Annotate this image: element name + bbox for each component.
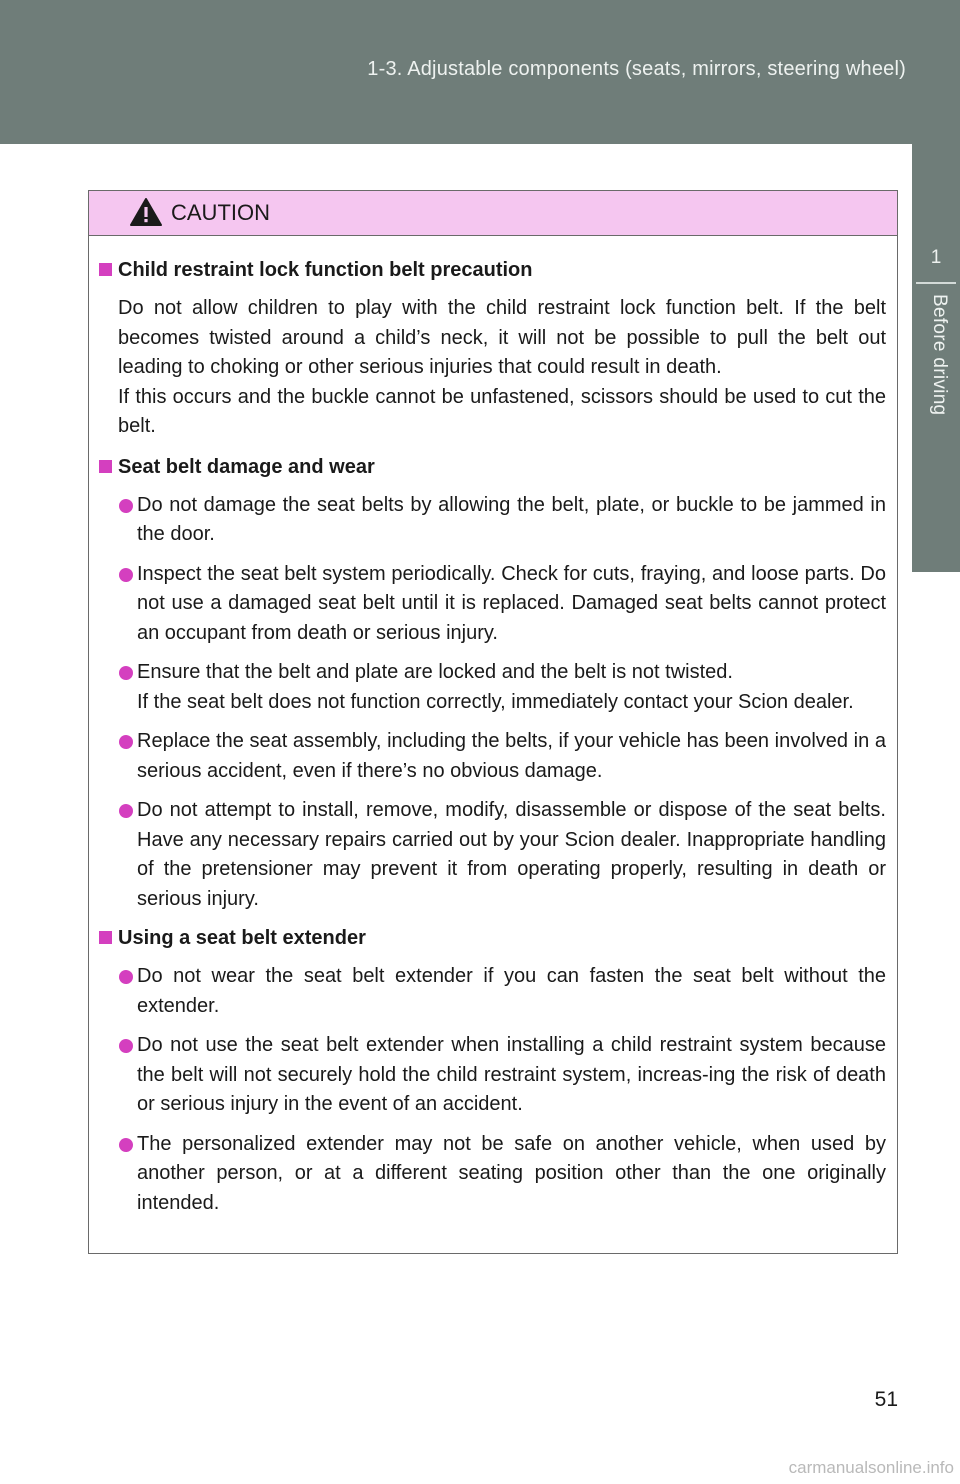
page-number: 51 — [874, 1388, 898, 1411]
round-bullet-icon — [119, 499, 133, 513]
round-bullet-icon — [119, 1039, 133, 1053]
round-bullet-icon — [119, 568, 133, 582]
section-title: Seat belt damage and wear — [99, 453, 886, 482]
chapter-label: Before driving — [929, 294, 950, 416]
chapter-tab-divider — [916, 282, 956, 284]
round-bullet-icon — [119, 666, 133, 680]
list-item: The personalized extender may not be safe on another vehicle, when used by another person, or at a different seating position other than the one originally intended. — [99, 1130, 886, 1219]
caution-label: CAUTION — [171, 200, 270, 225]
round-bullet-icon — [119, 1138, 133, 1152]
section-breadcrumb: 1-3. Adjustable components (seats, mirrors, steering wheel) — [367, 58, 906, 80]
caution-header — [89, 191, 897, 236]
list-item: Inspect the seat belt system periodically. Check for cuts, fraying, and loose parts. Do not use a damaged seat belt until it is replaced. Damaged seat belts cannot protect an occupant from death or serious injury. — [99, 560, 886, 649]
caution-box — [88, 190, 898, 1254]
paragraph: Do not allow children to play with the child restraint lock function belt. If the belt becomes twisted around a child’s neck, it will not be possible to pull the belt out leading to choking or other serious injuries that could result in death. — [118, 297, 886, 378]
round-bullet-icon — [119, 970, 133, 984]
section-title: Using a seat belt extender — [99, 924, 886, 953]
list-item: Do not damage the seat belts by allowing the belt, plate, or buckle to be jammed in the door. — [99, 491, 886, 550]
warning-triangle-icon — [129, 197, 163, 227]
chapter-number: 1 — [930, 247, 942, 268]
watermark: carmanualsonline.info — [788, 1458, 954, 1477]
caution-body — [89, 236, 897, 1218]
paragraph: If this occurs and the buckle cannot be unfastened, scissors should be used to cut the belt. — [118, 385, 886, 437]
square-bullet-icon — [99, 263, 112, 276]
square-bullet-icon — [99, 931, 112, 944]
section-title: Child restraint lock function belt precaution — [99, 256, 886, 285]
round-bullet-icon — [119, 735, 133, 749]
list-item: Do not attempt to install, remove, modify, disassemble or dispose of the seat belts. Have any necessary repairs carried out by your Scion dealer. Inappropriate handling of the pretensioner may prevent it from operating properly, resulting in death or serious injury. — [99, 796, 886, 914]
list-item: Ensure that the belt and plate are locked and the belt is not twisted. If the seat belt does not function correctly, immediately contact your Scion dealer. — [99, 658, 886, 717]
list-item: Do not wear the seat belt extender if you can fasten the seat belt without the extender. — [99, 962, 886, 1021]
list-item: Do not use the seat belt extender when installing a child restraint system because the belt will not securely hold the child restraint system, increas-ing the risk of death or serious injury in the event of an accident. — [99, 1031, 886, 1120]
chapter-side-tab — [912, 144, 960, 572]
header-band — [0, 0, 960, 144]
square-bullet-icon — [99, 460, 112, 473]
list-item: Replace the seat assembly, including the belts, if your vehicle has been involved in a serious accident, even if there’s no obvious damage. — [99, 727, 886, 786]
round-bullet-icon — [119, 804, 133, 818]
